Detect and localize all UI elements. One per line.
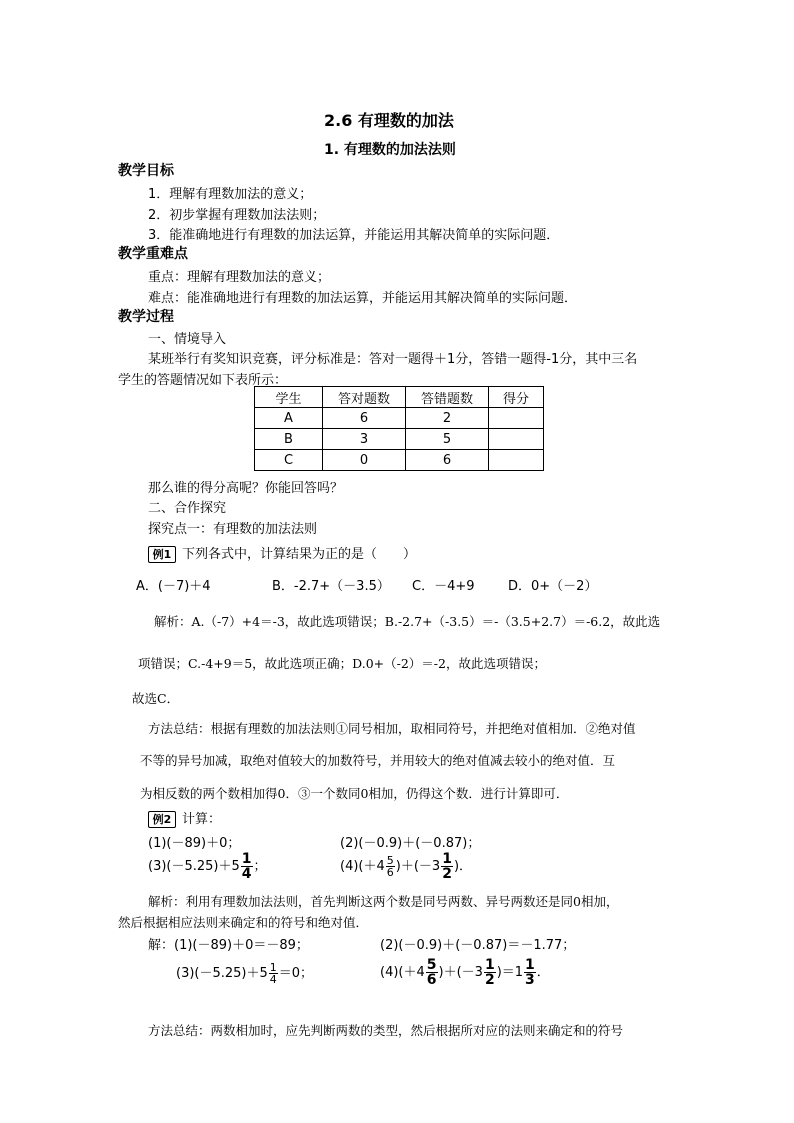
fraction [241, 852, 253, 881]
table-cell: C [255, 450, 323, 471]
section-intro-heading: 一、情境导入 [148, 332, 227, 347]
solution-4-end: ． [536, 965, 550, 980]
fraction-denominator: 2 [442, 866, 452, 882]
table-cell: 2 [406, 408, 489, 429]
goals-heading: 教学目标 [118, 163, 174, 179]
example2-prompt-line [148, 808, 221, 828]
problem-3-end: ； [253, 859, 267, 874]
fraction [484, 958, 496, 987]
table-header-cell: 答对题数 [323, 387, 406, 408]
solution-4 [380, 958, 550, 987]
solution-3 [176, 962, 313, 985]
problem-4-end: )． [453, 859, 473, 874]
problem-1: (1)(－89)＋0； [148, 836, 241, 851]
example1-prompt: 下列各式中，计算结果为正的是（ ） [182, 547, 417, 562]
fraction [426, 958, 438, 987]
table-header-cell: 答错题数 [406, 387, 489, 408]
table-row [255, 429, 544, 450]
explore-point-1: 探究点一：有理数的加法法则 [148, 522, 318, 537]
example1-option-c: C．－4+9 [412, 579, 475, 594]
table-cell: 6 [323, 408, 406, 429]
key-point: 重点：理解有理数加法的意义； [148, 270, 331, 285]
fraction-numerator: 5 [426, 957, 437, 973]
fraction-denominator: 4 [241, 866, 252, 882]
problem-4-middle: )＋(－3 [395, 859, 441, 874]
fraction [524, 958, 536, 987]
solution-4-eq: )＝1 [496, 965, 524, 980]
example1-answer: 故选C． [132, 691, 180, 706]
solution-4-middle: )＋(－3 [438, 965, 483, 980]
problem-4-text: (4)(＋4 [340, 859, 385, 874]
solution-4-text: (4)(＋4 [380, 965, 425, 980]
solution-2: (2)(－0.9)＋(－0.87)＝－1.77； [380, 938, 576, 953]
fraction [269, 962, 278, 985]
table-cell [489, 450, 544, 471]
table-cell [489, 429, 544, 450]
solution-1-text: (1)(－89)＋0＝－89； [174, 938, 309, 953]
example1-analysis-line2: 项错误；C.-4+9＝5，故此选项正确；D.0+（-2）＝-2，故此选项错误； [138, 656, 546, 671]
goal-item-3: 3．能准确地进行有理数的加法运算，并能运用其解决简单的实际问题． [148, 228, 560, 243]
example1-badge: 例1 [148, 546, 176, 563]
fraction-denominator: 2 [484, 972, 495, 988]
difficulty-heading: 教学重难点 [118, 246, 188, 262]
fraction-denominator: 6 [386, 866, 394, 879]
hard-point: 难点：能准确地进行有理数的加法运算，并能运用其解决简单的实际问题． [148, 291, 578, 306]
table-row [255, 450, 544, 471]
table-cell: 0 [323, 450, 406, 471]
fraction-denominator: 6 [426, 972, 437, 988]
fraction-denominator: 4 [269, 973, 277, 986]
goal-item-1: 1．理解有理数加法的意义； [148, 187, 313, 202]
table-header-cell: 学生 [255, 387, 323, 408]
example1-summary-line3: 为相反数的两个数相加得0．③一个数同0相加，仍得这个数．进行计算即可． [140, 786, 569, 801]
solution-label: 解： [148, 938, 175, 953]
example1-summary-line1: 方法总结：根据有理数的加法法则①同号相加，取相同符号，并把绝对值相加．②绝对值 [148, 721, 636, 736]
example1-prompt-line [148, 543, 416, 563]
example1-option-b: B．-2.7+（－3.5） [272, 579, 390, 594]
intro-question: 那么谁的得分高呢？你能回答吗？ [148, 481, 344, 496]
table-header-cell: 得分 [489, 387, 544, 408]
table-cell: A [255, 408, 323, 429]
problem-2: (2)(－0.9)＋(－0.87)； [340, 836, 481, 851]
fraction-numerator: 1 [269, 961, 277, 974]
intro-text-line2: 学生的答题情况如下表所示： [118, 373, 288, 388]
problem-3 [148, 852, 267, 881]
goal-item-2: 2．初步掌握有理数加法法则； [148, 208, 326, 223]
example2-summary-line1: 方法总结：两数相加时，应先判断两数的类型，然后根据所对应的法则来确定和的符号 [148, 1023, 624, 1038]
example2-prompt: 计算： [182, 812, 222, 827]
fraction [441, 852, 453, 881]
fraction-numerator: 1 [241, 851, 252, 867]
score-table [254, 386, 544, 471]
solution-3-text: (3)(－5.25)＋5 [176, 966, 268, 981]
example1-analysis-line1: 解析：A.（-7）+4＝-3，故此选项错误；B.-2.7+（-3.5）＝-（3.5+2.7）＝-6.2，故此选 [154, 614, 661, 629]
fraction-numerator: 1 [484, 957, 495, 973]
section-explore-heading: 二、合作探究 [148, 501, 227, 516]
page-title: 2.6 有理数的加法 [324, 111, 454, 130]
example2-badge: 例2 [148, 811, 176, 828]
solution-1 [148, 934, 309, 953]
table-cell: B [255, 429, 323, 450]
fraction-numerator: 1 [442, 851, 452, 867]
example2-analysis-line1: 解析：利用有理数加法法则，首先判断这两个数是同号两数、异号两数还是同0相加， [148, 894, 619, 909]
table-cell [489, 408, 544, 429]
problem-3-text: (3)(－5.25)＋5 [148, 859, 240, 874]
example1-summary-line2: 不等的异号加减，取绝对值较大的加数符号，并用较大的绝对值减去较小的绝对值．互 [140, 753, 616, 768]
table-cell: 3 [323, 429, 406, 450]
table-cell: 6 [406, 450, 489, 471]
fraction [386, 855, 395, 878]
process-heading: 教学过程 [118, 309, 174, 325]
example2-analysis-line2: 然后根据相应法则来确定和的符号和绝对值． [118, 915, 369, 930]
fraction-numerator: 1 [525, 957, 535, 973]
section-subtitle: 1. 有理数的加法法则 [324, 142, 456, 158]
solution-3-end: ＝0； [278, 966, 314, 981]
table-cell: 5 [406, 429, 489, 450]
table-row [255, 408, 544, 429]
fraction-denominator: 3 [525, 972, 535, 988]
intro-text-line1: 某班举行有奖知识竞赛，评分标准是：答对一题得＋1分，答错一题得-1分，其中三名 [148, 352, 638, 367]
example1-option-a: A．(－7)＋4 [136, 579, 211, 594]
fraction-numerator: 5 [386, 854, 394, 867]
problem-4 [340, 852, 472, 881]
example1-option-d: D．0+（－2） [508, 579, 598, 594]
table-header-row [255, 387, 544, 408]
